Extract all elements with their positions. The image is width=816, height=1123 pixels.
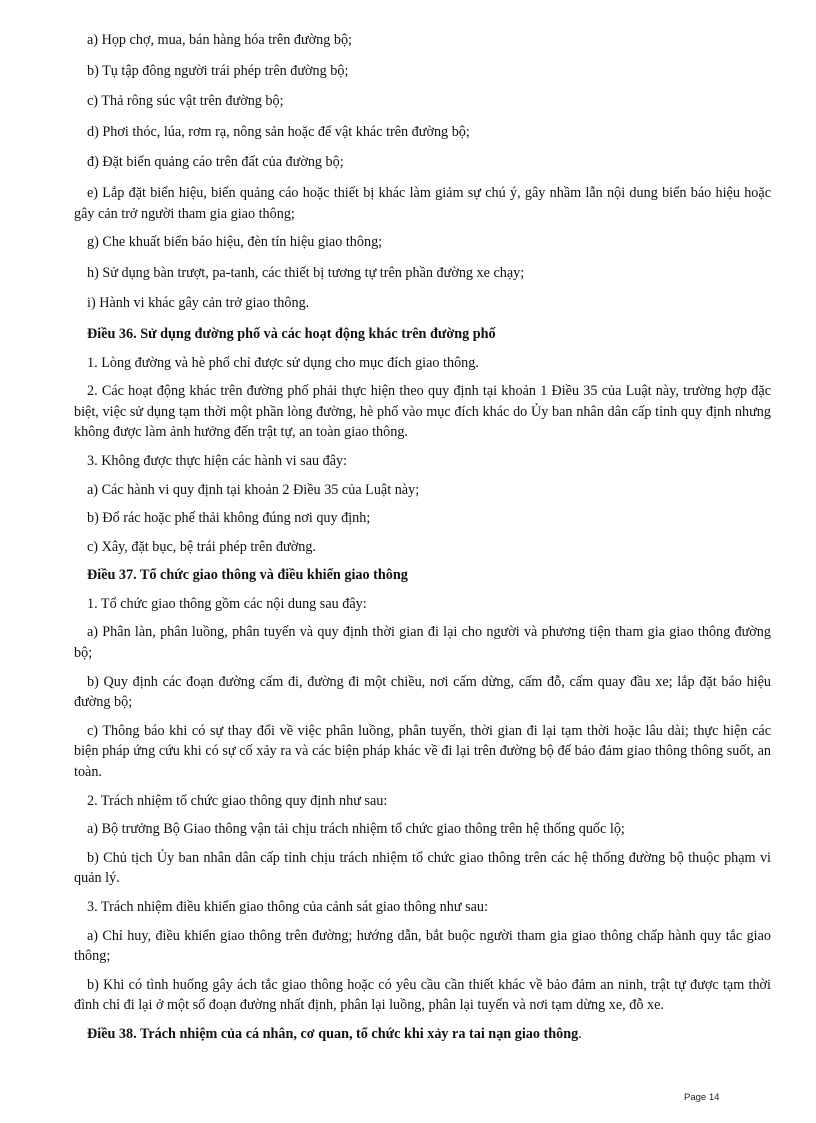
paragraph: a) Phân làn, phân luồng, phân tuyến và quy định thời gian đi lại cho người và phương tiện tham gia giao thông đường bộ; — [74, 624, 771, 662]
paragraph: b) Quy định các đoạn đường cấm đi, đường đi một chiều, nơi cấm dừng, cấm đỗ, cấm quay đầu xe; lắp đặt báo hiệu đường bộ; — [74, 673, 771, 711]
paragraph: 1. Lòng đường và hè phố chỉ được sử dụng cho mục đích giao thông. — [87, 354, 479, 371]
article-heading-38 — [74, 1024, 771, 1045]
paragraph: 2. Trách nhiệm tổ chức giao thông quy định như sau: — [87, 792, 388, 809]
paragraph: 3. Trách nhiệm điều khiển giao thông của cảnh sát giao thông như sau: — [87, 899, 488, 915]
paragraph: i) Hành vi khác gây cản trở giao thông. — [87, 295, 310, 312]
paragraph: 3. Không được thực hiện các hành vi sau đây: — [87, 452, 348, 469]
paragraph: a) Chỉ huy, điều khiển giao thông trên đường; hướng dẫn, bắt buộc người tham gia giao thông chấp hành quy tắc giao thông; — [74, 927, 771, 965]
paragraph: b) Đổ rác hoặc phế thải không đúng nơi quy định; — [87, 510, 371, 527]
paragraph: a) Các hành vi quy định tại khoản 2 Điều 35 của Luật này; — [87, 481, 420, 498]
paragraph: b) Khi có tình huống gây ách tắc giao thông hoặc có yêu cầu cần thiết khác về bảo đảm an ninh, trật tự được tạm thời đình chỉ đi lại ở một số đoạn đường nhất định, phân lại luồng, phân lại tuyến và nơi tạm dừng xe, đỗ xe. — [74, 976, 771, 1014]
paragraph: c) Thả rông súc vật trên đường bộ; — [87, 93, 284, 110]
paragraph: 1. Tổ chức giao thông gồm các nội dung sau đây: — [87, 595, 367, 612]
article-heading-38-period: . — [578, 1025, 582, 1042]
paragraph: h) Sử dụng bàn trượt, pa-tanh, các thiết bị tương tự trên phần đường xe chạy; — [87, 264, 525, 281]
paragraph: a) Bộ trưởng Bộ Giao thông vận tải chịu trách nhiệm tổ chức giao thông trên hệ thống quốc lộ; — [87, 821, 625, 838]
page-number: Page 14 — [684, 1092, 720, 1103]
paragraph: a) Họp chợ, mua, bán hàng hóa trên đường bộ; — [87, 32, 352, 48]
paragraph: e) Lắp đặt biển hiệu, biển quảng cáo hoặc thiết bị khác làm giảm sự chú ý, gây nhầm lẫn nội dung biển báo hiệu hoặc gây cản trở người tham gia giao thông; — [74, 184, 771, 222]
paragraph: 2. Các hoạt động khác trên đường phố phải thực hiện theo quy định tại khoản 1 Điều 35 của Luật này, trường hợp đặc biệt, việc sử dụng tạm thời một phần lòng đường, hè phố vào mục đích khác do Ủy ban nhân dân cấp tỉnh quy định nhưng không được làm ảnh hưởng đến trật tự, an toàn giao thông. — [74, 383, 771, 441]
paragraph: d) Phơi thóc, lúa, rơm rạ, nông sản hoặc để vật khác trên đường bộ; — [87, 123, 470, 140]
paragraph: đ) Đặt biển quảng cáo trên đất của đường bộ; — [87, 154, 344, 171]
paragraph: b) Tụ tập đông người trái phép trên đường bộ; — [87, 62, 349, 79]
article-heading-36: Điều 36. Sử dụng đường phố và các hoạt động khác trên đường phố — [87, 325, 496, 342]
paragraph: c) Thông báo khi có sự thay đổi về việc phân luồng, phân tuyến, thời gian đi lại tạm thời hoặc lâu dài; thực hiện các biện pháp ứng cứu khi có sự cố xảy ra và các biện pháp khác về đi lại trên đường bộ để bảo đảm giao thông thông suốt, an toàn. — [74, 722, 771, 781]
paragraph: b) Chủ tịch Ủy ban nhân dân cấp tỉnh chịu trách nhiệm tổ chức giao thông trên các hệ thống đường bộ thuộc phạm vi quản lý. — [74, 849, 771, 887]
article-heading-37: Điều 37. Tổ chức giao thông và điều khiển giao thông — [87, 567, 408, 584]
paragraph: g) Che khuất biển báo hiệu, đèn tín hiệu giao thông; — [87, 234, 383, 251]
paragraph: c) Xây, đặt bục, bệ trái phép trên đường. — [87, 538, 316, 555]
document-body — [74, 30, 771, 1053]
article-heading-38-text: Điều 38. Trách nhiệm của cá nhân, cơ quan, tổ chức khi xảy ra tai nạn giao thông — [87, 1025, 579, 1042]
